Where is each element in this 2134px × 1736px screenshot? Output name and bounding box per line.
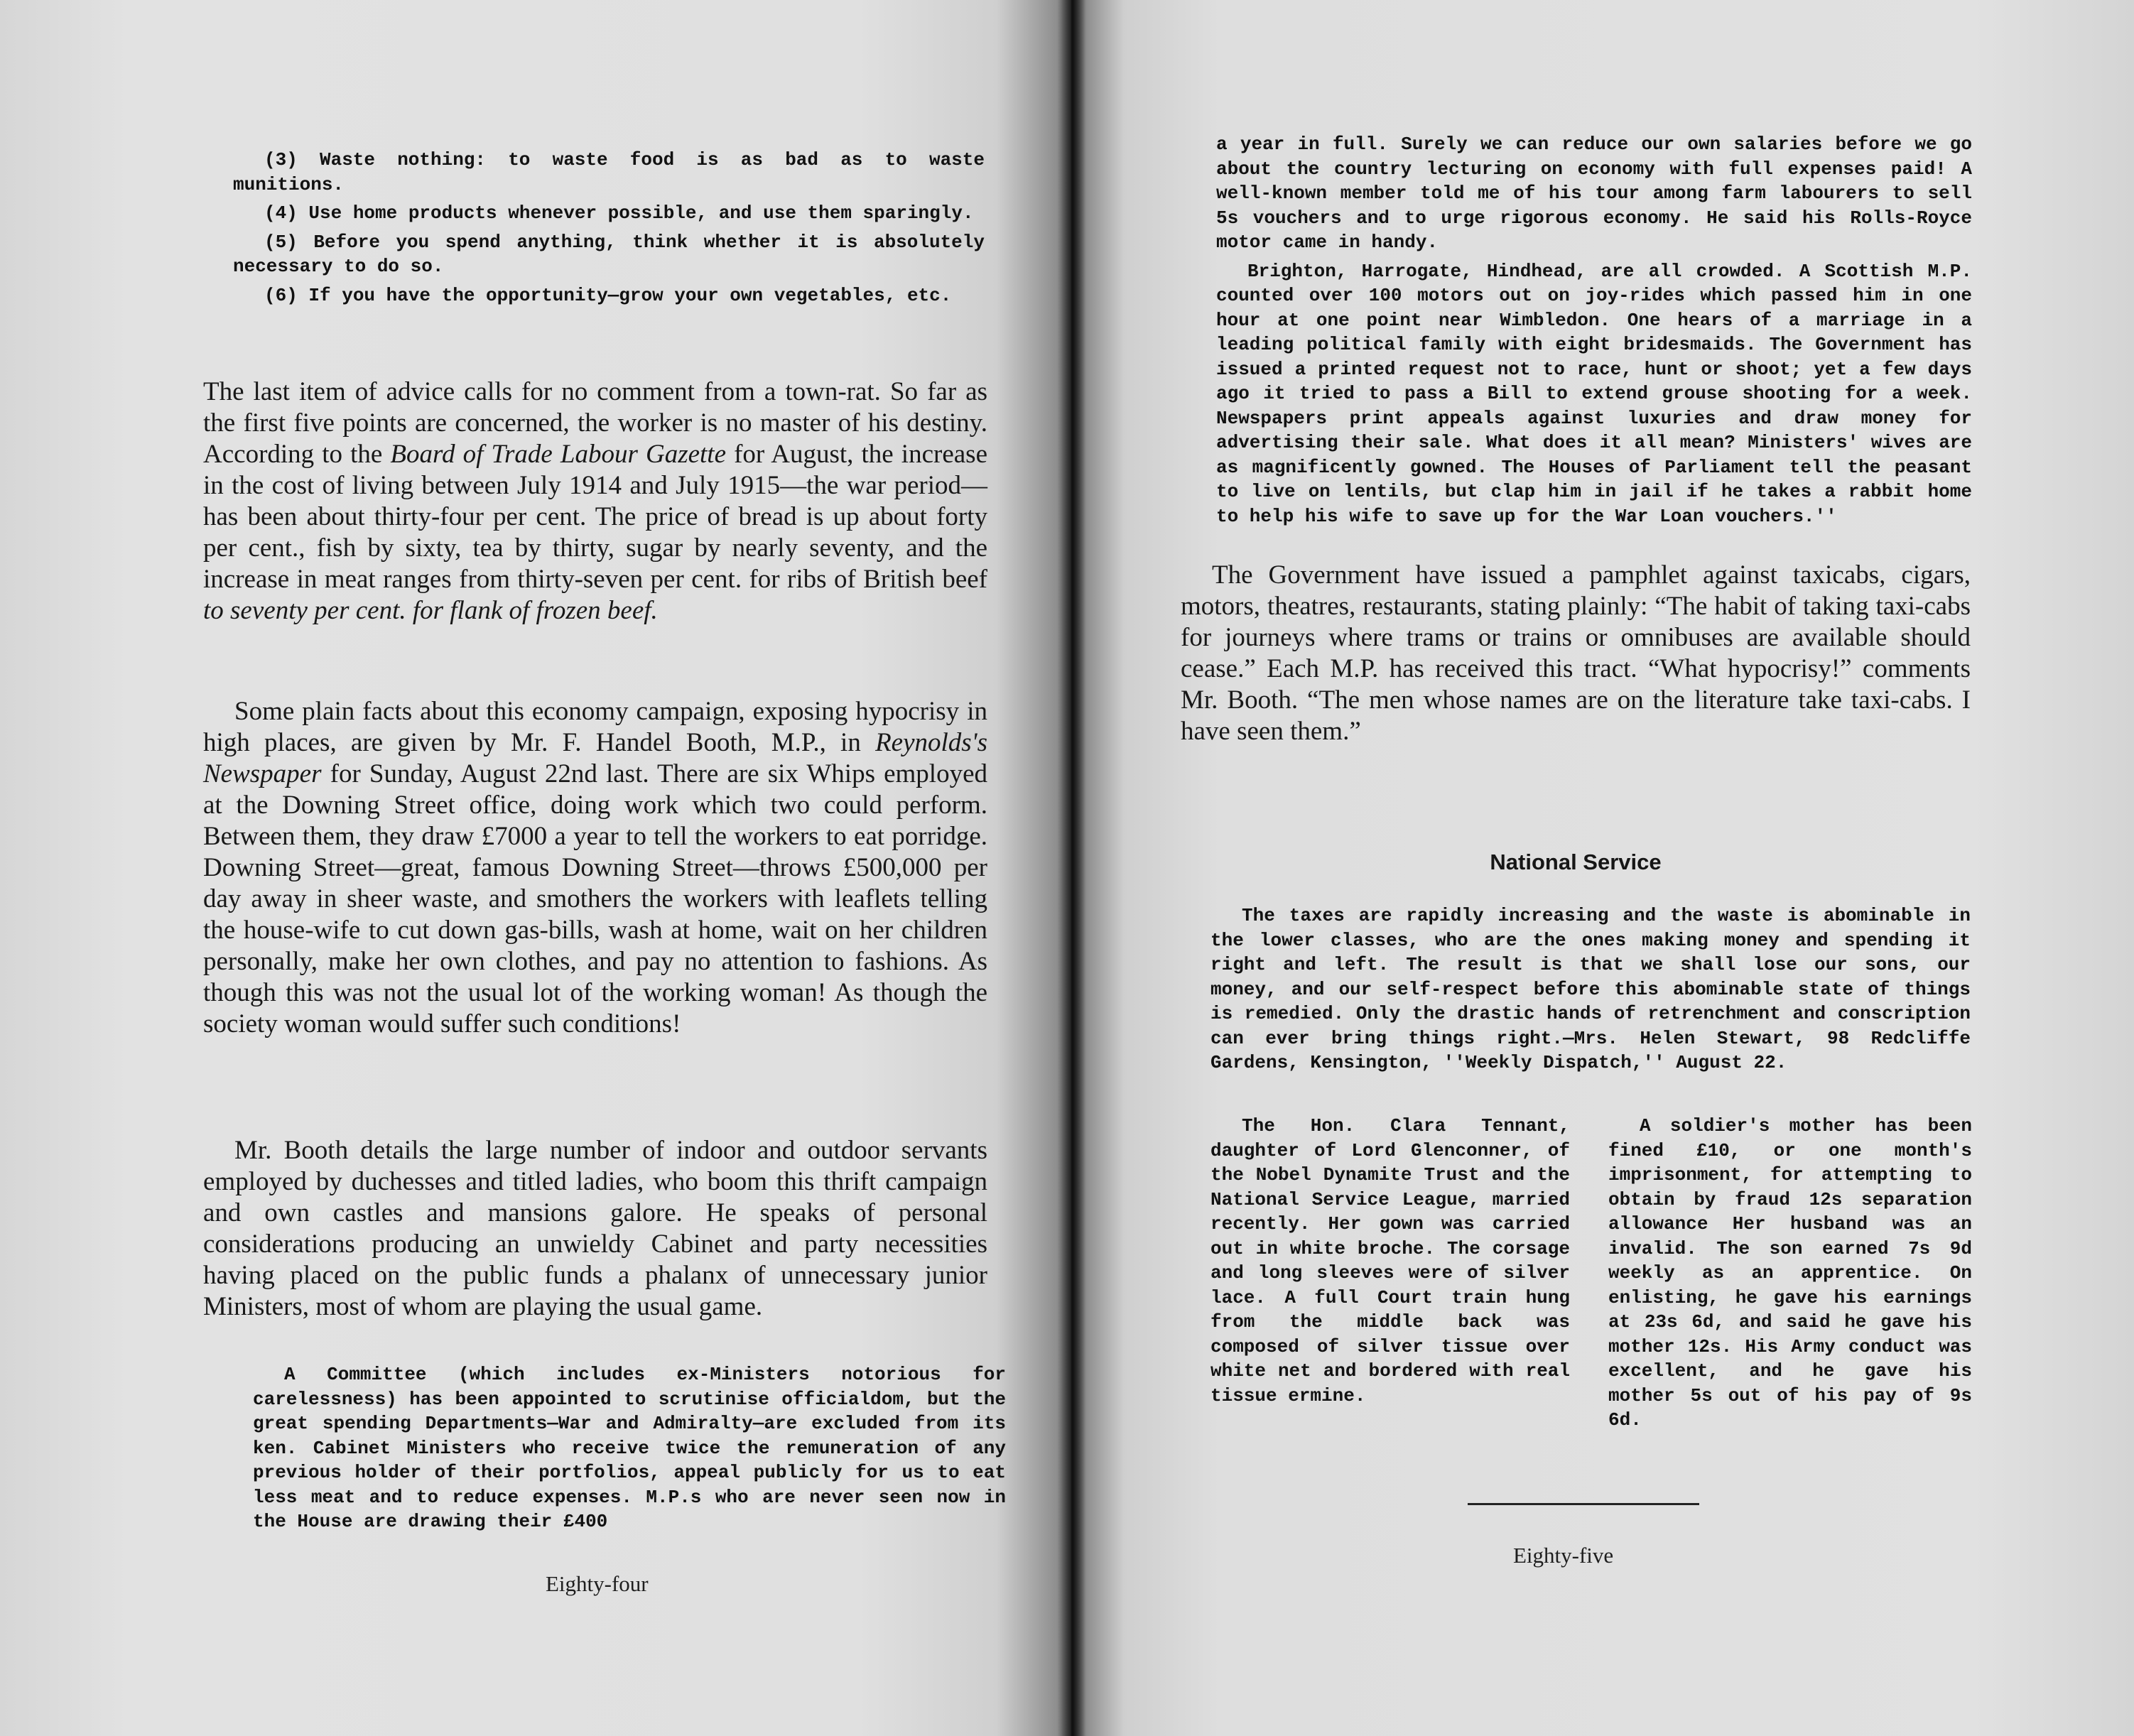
committee-text: A Committee (which includes ex-Ministers notorious for carelessness) has been appointed to scrutinise officialdom, but the great spending Departments—War and Admiralty—are excluded from its ken. Cabinet Ministers who receive twice the remuneration of any previous holder of their portfolios, appeal publicly for us to eat less meat and to reduce expenses. M.P.s who are never seen now in the House are drawing their £400: [253, 1364, 1006, 1532]
body-paragraph-3: [203, 1135, 987, 1323]
page-number-right: Eighty-five: [1513, 1543, 1614, 1568]
advice-list: [233, 148, 985, 308]
brighton-text: Brighton, Harrogate, Hindhead, are all crowded. A Scottish M.P. counted over 100 motors out on joy-rides which passed him in one hour at one point near Wimbledon. One hears of a marriage in a leading political family with eight bridesmaids. The Government has issued a printed request not to race, hunt or shoot; yet a few days ago it tried to pass a Bill to extend grouse shooting for a week. Newspapers print appeals against luxuries and draw money for advertising their sale. What does it all mean? Ministers' wives are as magnificently gowned. The Houses of Parliament tell the peasant to live on lentils, but clap him in jail if he takes a rabbit home to help his wife to save up for the War Loan vouchers.'': [1216, 260, 1972, 527]
section-heading: National Service: [1490, 850, 1662, 874]
stewart-text: The taxes are rapidly increasing and the waste is abominable in the lower classes, who are the ones making money and spending it right and left. The result is that we shall lose our sons, our money, and our self-respect before this abominable state of things is remedied. Only the drastic hands of retrenchment and conscription can ever bring things right.—Mrs. Helen Stewart, 98 Redcliffe Gardens, Kensington, ''Weekly Dispatch,'' August 22.: [1210, 905, 1971, 1073]
para1-italic-end: to seventy per cent. for flank of frozen beef.: [203, 596, 658, 625]
soldier-mother-column: [1608, 1114, 1972, 1433]
para1-lead: The last item of advice calls for no comment from a town-rat. So far as the first five points are concerned, the worker is no master of his destiny. According to the: [203, 377, 987, 469]
body-paragraph-2: [203, 696, 987, 1040]
advice-item-4: (4) Use home products whenever possible, and use them sparingly.: [264, 202, 974, 224]
advice-item-6: (6) If you have the opportunity—grow your own vegetables, etc.: [264, 284, 952, 306]
quote-continued-text: a year in full. Surely we can reduce our own salaries before we go about the country lecturing on economy with full expenses paid! A well-known member told me of his tour among farm labourers to sell 5s vouchers and to urge rigorous economy. He said his Rolls-Royce motor came in handy.: [1216, 134, 1972, 253]
right-page: [1071, 0, 2134, 1736]
advice-item-3: (3) Waste nothing: to waste food is as bad as to waste munitions.: [233, 149, 985, 195]
book-gutter: [1057, 0, 1085, 1736]
page-number-left: Eighty-four: [546, 1571, 649, 1596]
quote-continuation: [1216, 132, 1972, 528]
gazette-title: Board of Trade Labour Gazette: [390, 440, 727, 469]
committee-quote: [253, 1362, 1006, 1534]
paragraph-text: [203, 696, 987, 1040]
tennant-column: [1210, 1114, 1570, 1408]
closing-rule: [1468, 1503, 1699, 1505]
newspaper-title: Reynolds's Newspaper: [203, 728, 987, 788]
soldier-mother-text: A soldier's mother has been fined £10, or one month's imprisonment, for attempting to obtain by fraud 12s separation allowance Her husband was an invalid. The son earned 7s 9d weekly as an apprentice. On enlisting, he gave his earnings at 23s 6d, and said he gave his mother 12s. His Army conduct was excellent, and he gave his mother 5s out of his pay of 9s 6d.: [1608, 1115, 1972, 1431]
para3-text: Mr. Booth details the large number of indoor and outdoor servants employed by duchesses and titled ladies, who boom this thrift campaign and own castles and mansions galore. He speaks of personal considerations producing an unwieldy Cabinet and party necessities having placed on the public funds a phalanx of unnecessary junior Ministers, most of whom are playing the usual game.: [203, 1136, 987, 1321]
tennant-text: The Hon. Clara Tennant, daughter of Lord Glenconner, of the Nobel Dynamite Trust and the National Service League, married recently. Her gown was carried out in white broche. The corsage and long sleeves were of silver lace. A full Court train hung from the middle back was composed of silver tissue over white net and bordered with real tissue ermine.: [1210, 1115, 1570, 1406]
pamphlet-paragraph: [1181, 560, 1971, 747]
para2-rest: for Sunday, August 22nd last. There are six Whips employed at the Downing Street office, doing work which two could perform. Between them, they draw £7000 a year to tell the workers to eat porridge. Downing Street—great, famous Downing Street—throws £500,000 per day away in sheer waste, and smothers the workers with leaflets telling the house-wife to cut down gas-bills, wash at home, wait on her children personally, make her own clothes, and pay no attention to fashions. As though this was not the usual lot of the working woman! As though the society woman would suffer such conditions!: [203, 759, 987, 1038]
stewart-quote: [1210, 904, 1971, 1075]
para1-middle: for August, the increase in the cost of living between July 1914 and July 1915—the war period—has been about thirty-four per cent. The price of bread is up about forty per cent., fish by sixty, tea by thirty, sugar by nearly seventy, and the increase in meat ranges from thirty-seven per cent. for ribs of British beef: [203, 440, 987, 594]
body-paragraph-1: [203, 376, 987, 626]
para2-lead: Some plain facts about this economy campaign, exposing hypocrisy in high places, are given by Mr. F. Handel Booth, M.P., in: [203, 697, 987, 757]
advice-item-5: (5) Before you spend anything, think whether it is absolutely necessary to do so.: [233, 231, 985, 277]
paragraph-text: [203, 376, 987, 626]
pamphlet-text: The Government have issued a pamphlet against taxicabs, cigars, motors, theatres, restaurants, stating plainly: “The habit of taking taxi-cabs for journeys where trams or trains or omnibuses are available should cease.” Each M.P. has received this tract. “What hypocrisy!” comments Mr. Booth. “The men whose names are on the literature take taxi-cabs. I have seen them.”: [1181, 560, 1971, 746]
